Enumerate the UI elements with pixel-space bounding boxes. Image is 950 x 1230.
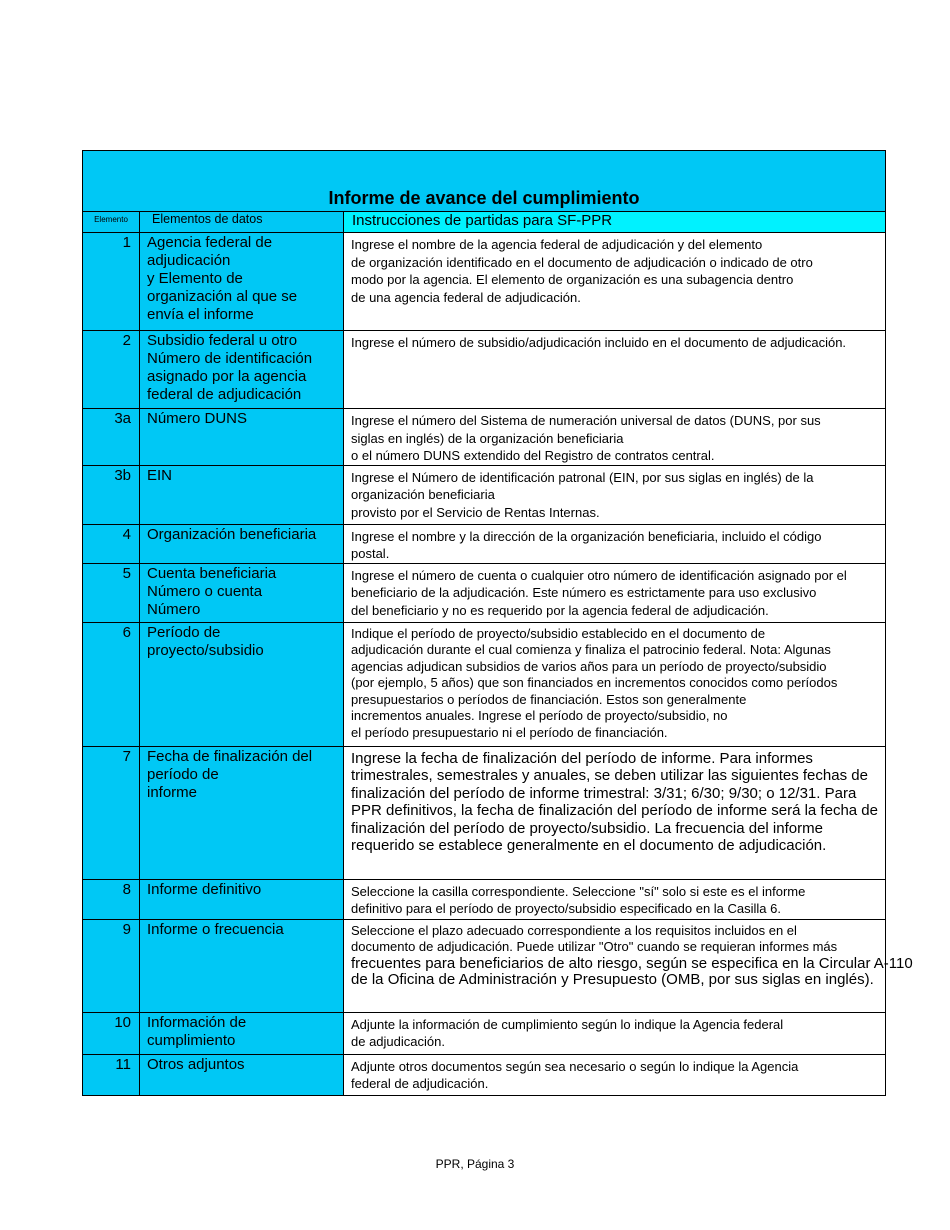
table-row [83, 524, 886, 563]
instruction-line: Seleccione la casilla correspondiente. Seleccione "sí" solo si este es el informe [351, 883, 806, 899]
label-line: EIN [147, 466, 173, 484]
instruction-line: provisto por el Servicio de Rentas Internas. [351, 504, 600, 520]
label-line: y Elemento de [147, 270, 243, 287]
row-number: 8 [83, 879, 140, 919]
row-number: 3b [83, 465, 140, 524]
label-line: Cuenta beneficiaria [147, 564, 277, 582]
label-line: Número [147, 600, 201, 618]
row-label [140, 465, 344, 524]
table-row [83, 1054, 886, 1095]
instruction-line: (por ejemplo, 5 años) que son financiados en incrementos conocidos como períodos [351, 675, 838, 690]
row-label [140, 1054, 344, 1095]
instruction-line: requerido se establece generalmente en el documento de adjudicación. [351, 837, 827, 854]
label-line: Otros adjuntos [147, 1055, 245, 1073]
row-number: 4 [83, 524, 140, 563]
instruction-line: adjudicación durante el cual comienza y finaliza el patrocinio federal. Nota: Algunas [351, 642, 831, 657]
instruction-line: finalización del período de proyecto/subsidio. La frecuencia del informe [351, 819, 823, 837]
row-label [140, 746, 344, 879]
table-row [83, 622, 886, 746]
table-row [83, 465, 886, 524]
row-instructions [344, 409, 886, 466]
instruction-line: Ingrese el nombre de la agencia federal de adjudicación y del elemento [351, 237, 763, 252]
row-instructions [344, 331, 886, 409]
label-line: Subsidio federal u otro [147, 332, 298, 349]
label-line: informe [147, 783, 198, 801]
label-line: período de [147, 765, 219, 783]
row-number: 5 [83, 563, 140, 622]
instruction-line: o el número DUNS extendido del Registro de contratos central. [351, 448, 715, 463]
instruction-line: siglas en inglés) de la organización beneficiaria [351, 430, 624, 446]
instruction-line: organización beneficiaria [351, 487, 495, 502]
label-line: cumplimiento [147, 1031, 236, 1049]
instruction-line: incrementos anuales. Ingrese el período de proyecto/subsidio, no [351, 708, 728, 723]
label-line: Agencia federal de [147, 234, 273, 251]
table-row [83, 879, 886, 919]
label-line: envía el informe [147, 306, 254, 323]
label-line: Período de [147, 623, 221, 641]
instruction-line: agencias adjudican subsidios de varios años para un período de proyecto/subsidio [351, 658, 827, 674]
label-line: Fecha de finalización del [147, 747, 313, 765]
instruction-line: Seleccione el plazo adecuado correspondiente a los requisitos incluidos en el [351, 922, 797, 938]
row-label [140, 919, 344, 1012]
instruction-line: finalización del período de informe trimestral: 3/31; 6/30; 9/30; o 12/31. Para [351, 784, 857, 802]
form-title: Informe de avance del cumplimiento [83, 151, 886, 212]
instruction-line: Ingrese el número de cuenta o cualquier otro número de identificación asignado por el [351, 567, 847, 583]
label-line: Número o cuenta [147, 582, 263, 600]
label-line: federal de adjudicación [147, 386, 302, 403]
row-label [140, 409, 344, 466]
row-instructions [344, 524, 886, 563]
instruction-line: documento de adjudicación. Puede utilizar "Otro" cuando se requieran informes más [351, 939, 838, 954]
instruction-line: el período presupuestario ni el período de financiación. [351, 724, 668, 740]
instruction-line: de la Oficina de Administración y Presupuesto (OMB, por sus siglas en inglés). [351, 971, 874, 988]
header-element: Elemento [83, 212, 140, 233]
row-label [140, 233, 344, 331]
table-row [83, 746, 886, 879]
row-number: 3a [83, 409, 140, 466]
label-line: Número de identificación [147, 350, 313, 367]
row-instructions [344, 879, 886, 919]
label-line: asignado por la agencia [147, 368, 307, 385]
row-label [140, 331, 344, 409]
instruction-line: definitivo para el período de proyecto/subsidio especificado en la Casilla 6. [351, 901, 781, 916]
row-label [140, 524, 344, 563]
instruction-line: modo por la agencia. El elemento de organización es una subagencia dentro [351, 272, 794, 287]
row-number: 1 [83, 233, 140, 331]
row-instructions [344, 919, 913, 1012]
row-label [140, 563, 344, 622]
instruction-line: Ingrese la fecha de finalización del período de informe. Para informes [351, 749, 813, 767]
instruction-line: trimestrales, semestrales y anuales, se deben utilizar las siguientes fechas de [351, 767, 868, 784]
row-number: 11 [83, 1054, 140, 1095]
row-instructions [344, 1012, 886, 1054]
instruction-line: Ingrese el número del Sistema de numeración universal de datos (DUNS, por sus [351, 413, 821, 428]
row-number: 9 [83, 919, 140, 1012]
instruction-line: Ingrese el Número de identificación patronal (EIN, por sus siglas en inglés) de la [351, 469, 814, 485]
row-instructions [344, 622, 886, 746]
row-instructions [344, 563, 886, 622]
instruction-line: PPR definitivos, la fecha de finalización del período de informe será la fecha de [351, 802, 878, 819]
instruction-line: Ingrese el número de subsidio/adjudicación incluido en el documento de adjudicación. [351, 335, 847, 350]
row-instructions [344, 1054, 886, 1095]
table-body [83, 233, 913, 1096]
instruction-line: postal. [351, 546, 390, 561]
instruction-line: de una agencia federal de adjudicación. [351, 289, 581, 305]
row-number: 7 [83, 746, 140, 879]
row-label [140, 622, 344, 746]
row-number: 2 [83, 331, 140, 409]
instructions-table [82, 150, 913, 1096]
instruction-line: Adjunte otros documentos según sea necesario o según lo indique la Agencia [351, 1058, 799, 1074]
table-row [83, 409, 886, 466]
header-instructions: Instrucciones de partidas para SF-PPR [344, 212, 886, 233]
row-instructions [344, 233, 886, 331]
header-data-elements: Elementos de datos [140, 212, 344, 233]
instruction-line: del beneficiario y no es requerido por la agencia federal de adjudicación. [351, 602, 769, 618]
instruction-line: de organización identificado en el documento de adjudicación o indicado de otro [351, 254, 813, 270]
label-line: proyecto/subsidio [147, 641, 264, 659]
instruction-line: presupuestarios o períodos de financiación. Estos son generalmente [351, 691, 747, 707]
row-label [140, 879, 344, 919]
label-line: Informe definitivo [147, 880, 262, 898]
label-line: adjudicación [147, 252, 231, 269]
row-label [140, 1012, 344, 1054]
row-instructions [344, 746, 886, 879]
label-line: organización al que se [147, 288, 298, 305]
instruction-line: Ingrese el nombre y la dirección de la organización beneficiaria, incluido el código [351, 528, 822, 544]
instruction-line: federal de adjudicación. [351, 1076, 489, 1091]
label-line: Informe o frecuencia [147, 920, 284, 938]
table-row [83, 233, 886, 331]
label-line: Información de [147, 1013, 247, 1031]
row-instructions [344, 465, 886, 524]
row-number: 6 [83, 622, 140, 746]
label-line: Organización beneficiaria [147, 525, 317, 543]
table-row [83, 1012, 886, 1054]
table-row [83, 563, 886, 622]
instruction-line: Adjunte la información de cumplimiento según lo indique la Agencia federal [351, 1016, 784, 1032]
instruction-line: beneficiario de la adjudicación. Este número es estrictamente para uso exclusivo [351, 585, 817, 600]
row-number: 10 [83, 1012, 140, 1054]
label-line: Número DUNS [147, 410, 248, 427]
table-row [83, 919, 886, 1012]
instruction-line: de adjudicación. [351, 1034, 445, 1049]
instruction-line: Indique el período de proyecto/subsidio establecido en el documento de [351, 625, 766, 641]
instruction-line: frecuentes para beneficiarios de alto riesgo, según se especifica en la Circular A-110 [351, 954, 913, 972]
table-row [83, 331, 886, 409]
page-footer: PPR, Página 3 [435, 1157, 515, 1171]
